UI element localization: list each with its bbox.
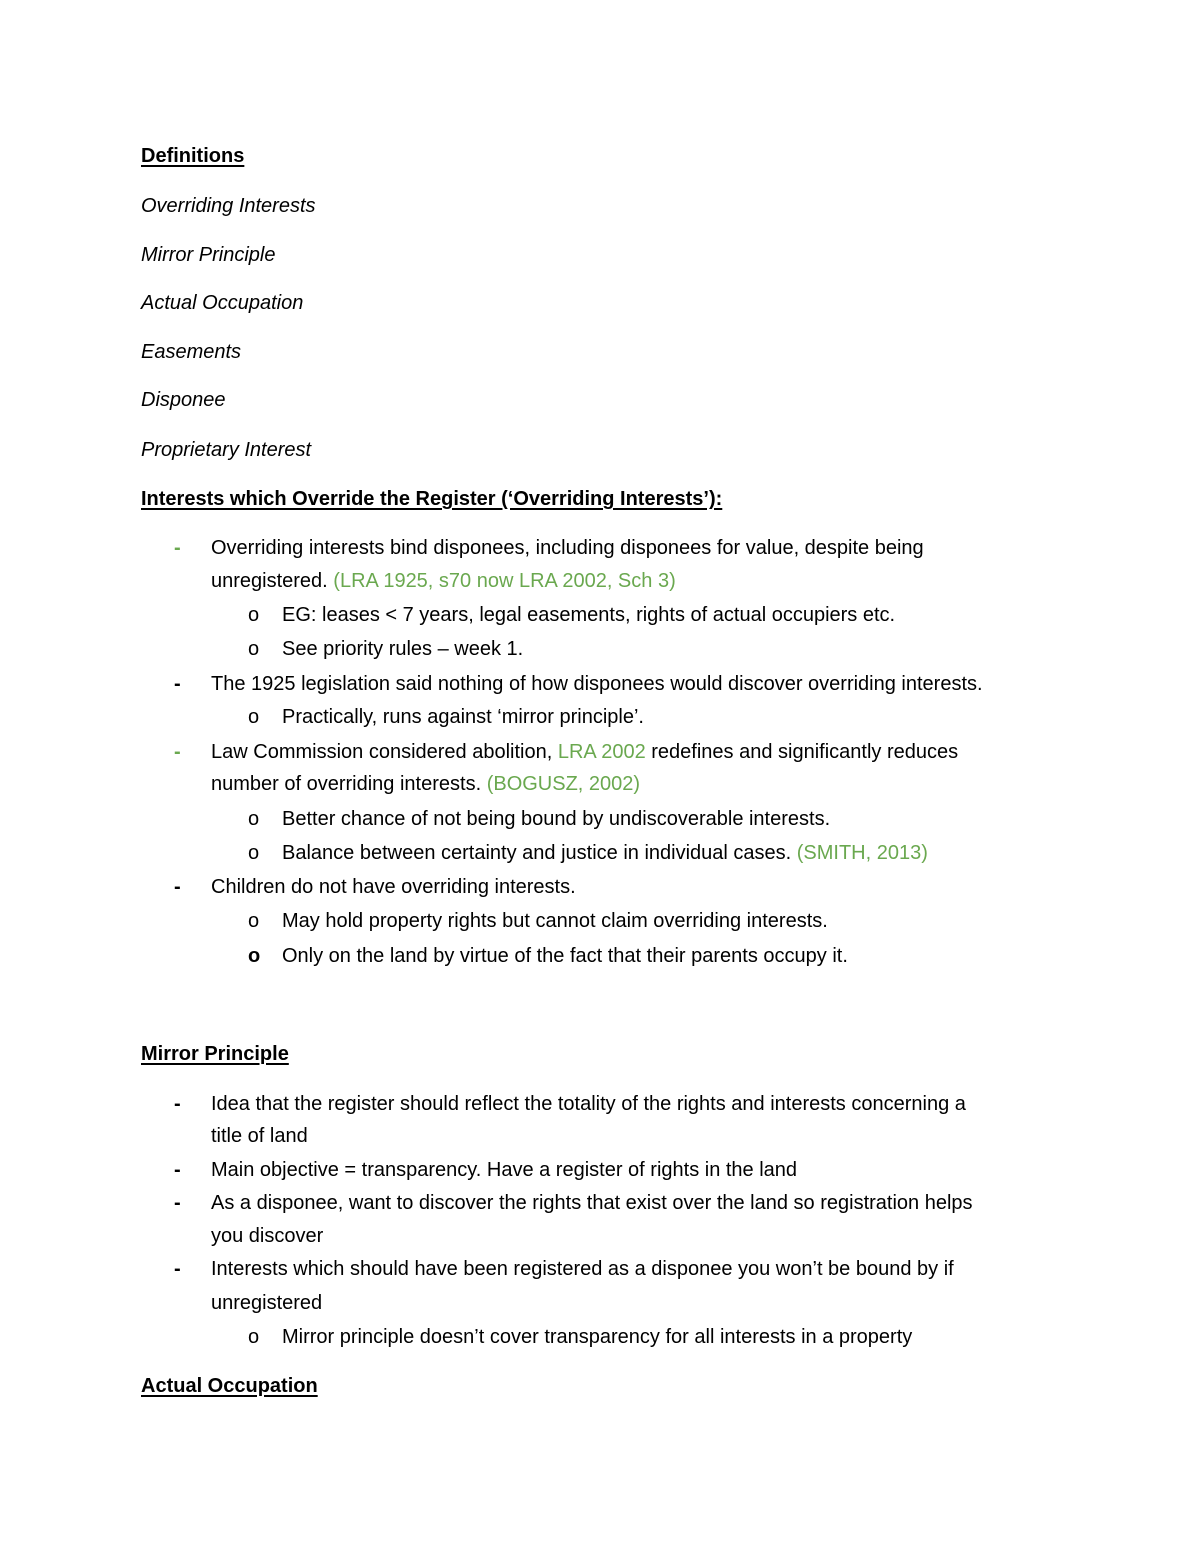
bullet-text: Main objective = transparency. Have a register of rights in the land bbox=[211, 1159, 798, 1181]
sub-bullet-text: Mirror principle doesn’t cover transparency for all interests in a property bbox=[282, 1326, 913, 1348]
bullet-dash: - bbox=[174, 876, 181, 898]
bullet-dash: - bbox=[174, 1192, 181, 1214]
bullet-circle: o bbox=[248, 1326, 260, 1348]
bullet-circle: o bbox=[248, 945, 261, 967]
citation: (BOGUSZ, 2002) bbox=[486, 773, 641, 795]
bullet-text-continued bbox=[211, 568, 676, 594]
sub-bullet-text: Balance between certainty and justice in individual cases. bbox=[282, 842, 797, 864]
bullet-text-continued: unregistered bbox=[211, 1292, 323, 1314]
definition-term: Actual Occupation bbox=[141, 292, 304, 314]
definition-term: Easements bbox=[141, 341, 242, 363]
bullet-text: Idea that the register should reflect the totality of the rights and interests concerning a bbox=[211, 1093, 966, 1115]
bullet-text: Children do not have overriding interests. bbox=[211, 876, 576, 898]
sub-bullet-text: EG: leases < 7 years, legal easements, rights of actual occupiers etc. bbox=[282, 604, 896, 626]
citation: (LRA 1925, s70 now LRA 2002, Sch 3) bbox=[333, 570, 676, 592]
sub-bullet-text: See priority rules – week 1. bbox=[282, 638, 524, 660]
bullet-dash: - bbox=[174, 673, 181, 695]
sub-bullet-text-line bbox=[282, 840, 928, 866]
bullet-circle: o bbox=[248, 604, 260, 626]
overriding-interests-heading: Interests which Override the Register (‘Overriding Interests’): bbox=[141, 488, 723, 510]
definition-term: Disponee bbox=[141, 389, 226, 411]
bullet-text: Law Commission considered abolition, bbox=[211, 741, 558, 763]
definition-term: Proprietary Interest bbox=[141, 439, 312, 461]
bullet-text: unregistered. bbox=[211, 570, 334, 592]
mirror-principle-heading: Mirror Principle bbox=[141, 1043, 289, 1065]
bullet-dash: - bbox=[174, 537, 181, 559]
citation: LRA 2002 bbox=[557, 741, 646, 763]
sub-bullet-text: Better chance of not being bound by undiscoverable interests. bbox=[282, 808, 831, 830]
definition-term: Overriding Interests bbox=[141, 195, 316, 217]
bullet-text-continued bbox=[211, 771, 640, 797]
bullet-circle: o bbox=[248, 808, 260, 830]
bullet-text: The 1925 legislation said nothing of how disponees would discover overriding interests. bbox=[211, 673, 983, 695]
bullet-text: number of overriding interests. bbox=[211, 773, 487, 795]
bullet-dash: - bbox=[174, 1093, 181, 1115]
sub-bullet-text: Practically, runs against ‘mirror principle’. bbox=[282, 706, 644, 728]
bullet-text-continued: title of land bbox=[211, 1125, 308, 1147]
bullet-dash: - bbox=[174, 1258, 181, 1280]
definitions-heading: Definitions bbox=[141, 145, 245, 167]
bullet-circle: o bbox=[248, 706, 260, 728]
bullet-dash: - bbox=[174, 741, 181, 763]
bullet-circle: o bbox=[248, 638, 260, 660]
bullet-circle: o bbox=[248, 910, 260, 932]
definition-term: Mirror Principle bbox=[141, 244, 276, 266]
bullet-text: Interests which should have been registered as a disponee you won’t be bound by if bbox=[211, 1258, 954, 1280]
bullet-text: redefines and significantly reduces bbox=[645, 741, 959, 763]
citation: (SMITH, 2013) bbox=[796, 842, 928, 864]
bullet-text-line bbox=[211, 739, 958, 765]
actual-occupation-heading: Actual Occupation bbox=[141, 1375, 318, 1397]
sub-bullet-text: Only on the land by virtue of the fact that their parents occupy it. bbox=[282, 945, 848, 967]
bullet-text: Overriding interests bind disponees, including disponees for value, despite being bbox=[211, 537, 924, 559]
bullet-text: As a disponee, want to discover the rights that exist over the land so registration helps bbox=[211, 1192, 973, 1214]
bullet-text-continued: you discover bbox=[211, 1225, 324, 1247]
bullet-circle: o bbox=[248, 842, 260, 864]
sub-bullet-text: May hold property rights but cannot claim overriding interests. bbox=[282, 910, 828, 932]
bullet-dash: - bbox=[174, 1159, 181, 1181]
